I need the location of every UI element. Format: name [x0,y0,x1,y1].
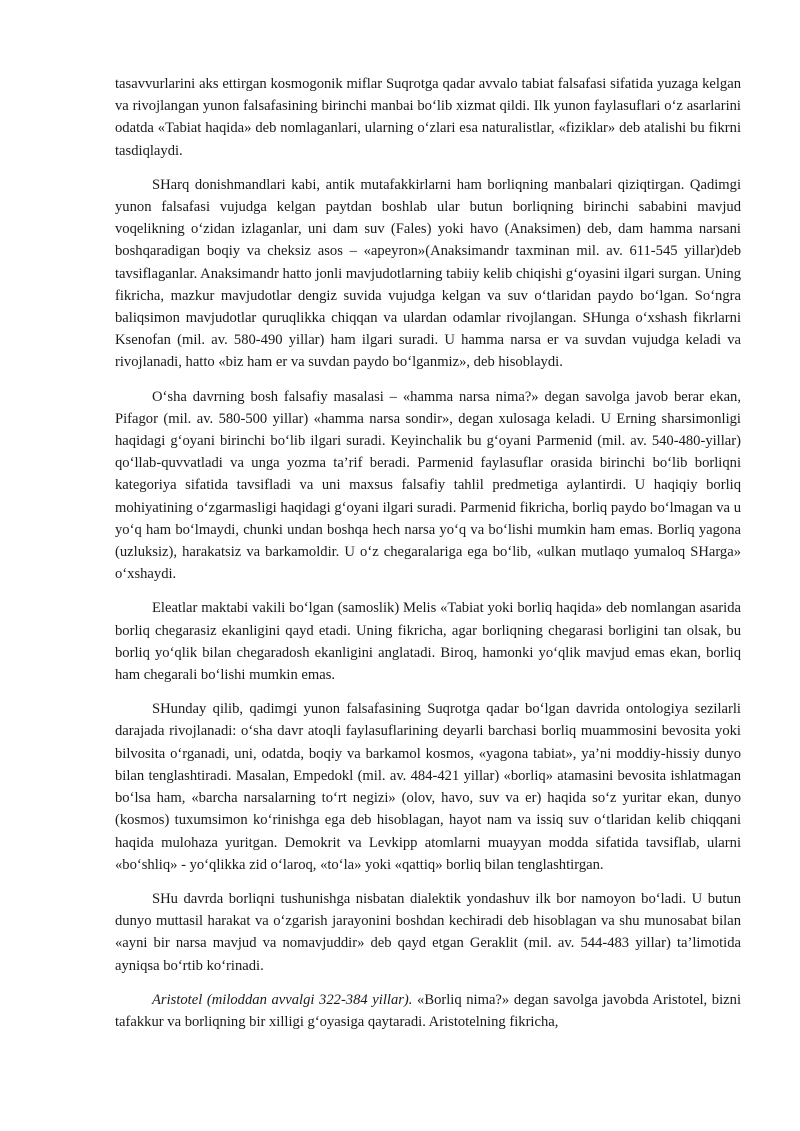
document-body [115,73,741,1045]
paragraph-1 [115,73,741,162]
paragraph-5-text: SHunday qilib, qadimgi yunon falsafasining Suqrotga qadar bo‘lgan davrida ontologiya sezilarli darajada rivojlanadi: o‘sha davr atoqli faylasuflarining deyarli barchasi borliq muammosini bevosita yoki bilvosita o‘rganadi, uni, odatda, boqiy va barkamol kosmos, «yagona tabiat», ya’ni moddiy-hissiy dunyo bilan tenglashtiradi. Masalan, Empedokl (mil. av. 484-421 yillar) «borliq» atamasini bevosita ishlatmagan bo‘lsa ham, «barcha narsalarning to‘rt negizi» (olov, havo, suv va er) haqida so‘z yuritar ekan, dunyo (kosmos) tuxumsimon ko‘rinishga ega deb hisoblagan, hayot nam va issiq suv o‘tlaridan kelib chiqqani haqida mulohaza yuritgan. Demokrit va Levkipp atomlarni muayyan modda sifatida tavsiflab, ularni «bo‘shliq» - yo‘qlikka zid o‘laroq, «to‘la» yoki «qattiq» borliq bilan tenglashtirgan. [115,701,741,873]
paragraph-1-text: tasavvurlarini aks ettirgan kosmogonik miflar Suqrotga qadar avvalo tabiat falsafasi sifatida yuzaga kelgan va rivojlangan yunon falsafasining birinchi manbai bo‘lib xizmat qildi. Ilk yunon faylasuflari o‘z asarlarini odatda «Tabiat haqida» deb nomlaganlari, ularning o‘zlari esa naturalistlar, «fiziklar» deb atalishi bu fikrni tasdiqlaydi. [115,76,741,159]
paragraph-4-text: Eleatlar maktabi vakili bo‘lgan (samoslik) Melis «Tabiat yoki borliq haqida» deb nomlangan asarida borliq chegarasiz ekanligini qayd etadi. Uning fikricha, agar borliqning chegarasi borligini tan olsak, bu borliq yo‘qlik bilan chegaradosh ekanligini anglatadi. Biroq, hamonki yo‘qlik mavjud emas ekan, borliq ham chegarali bo‘lishi mumkin emas. [115,600,741,684]
paragraph-2 [115,174,741,374]
paragraph-7-lead: Aristotel (miloddan avvalgi 322-384 yillar). [152,991,413,1008]
paragraph-5 [115,698,741,876]
paragraph-6-text: SHu davrda borliqni tushunishga nisbatan dialektik yondashuv ilk bor namoyon bo‘ladi. U butun dunyo muttasil harakat va o‘zgarish jarayonini boshdan kechiradi deb hisoblagan va shu munosabat bilan «ayni bir narsa mavjud va nomavjuddir» deb qayd etgan Geraklit (mil. av. 544-483 yillar) ta’limotida ayniqsa bo‘rtib ko‘rinadi. [115,890,741,974]
paragraph-3 [115,386,741,586]
paragraph-3-text: O‘sha davrning bosh falsafiy masalasi – «hamma narsa nima?» degan savolga javob berar ekan, Pifagor (mil. av. 580-500 yillar) «hamma narsa sondir», degan xulosaga keladi. U Erning sharsimonligi haqidagi g‘oyani birinchi bo‘lib ilgari suradi. Keyinchalik bu g‘oyani Parmenid (mil. av. 540-480-yillar) qo‘llab-quvvatladi va unga yozma ta’rif beradi. Parmenid faylasuflar orasida birinchi bo‘lib borliqni kategoriya sifatida tavsifladi va uni maxsus falsafiy tahlil predmetiga aylantirdi. U haqiqiy borliq mohiyatining o‘zgarmasligi haqidagi g‘oyani ilgari suradi. Parmenid fikricha, borliq paydo bo‘lmagan va u yo‘q ham bo‘lmaydi, chunki undan boshqa hech narsa yo‘q va bo‘lishi mumkin ham emas. Borliq yagona (uzluksiz), harakatsiz va barkamoldir. U o‘z chegaralariga ega bo‘lib, «ulkan mutlaqo yumaloq SHarga» o‘xshaydi. [115,388,741,583]
paragraph-6 [115,888,741,977]
paragraph-7 [115,989,741,1033]
paragraph-7-text: «Borliq nima?» degan savolga javobda Aristotel, bizni tafakkur va borliqning bir xilligi g‘oyasiga qaytaradi. Aristotelning fikricha, [115,991,741,1030]
paragraph-2-text: SHarq donishmandlari kabi, antik mutafakkirlarni ham borliqning manbalari qiziqtirgan. Qadimgi yunon falsafasi vujudga kelgan paytdan boshlab ular butun borliqning birinchi sababini mavjud voqelikning o‘zidan izlaganlar, uni dam suv (Fales) yoki havo (Anaksimen) deb, dam hamma narsani boshqaradigan boqiy va cheksiz asos – «apeyron»(Anaksimandr taxminan mil. av. 611-545 yillar)deb tavsiflaganlar. Anaksimandr hatto jonli mavjudotlarning tabiiy kelib chiqishi g‘oyasini ilgari surgan. Uning fikricha, mazkur mavjudotlar dengiz suvida vujudga kelgan va suv o‘tlaridan paydo bo‘lgan. So‘ngra baliqsimon mavjudotlar quruqlikka chiqqan va ulardan odamlar rivojlangan. SHunga o‘xshash fikrlarni Ksenofan (mil. av. 580-490 yillar) ham ilgari suradi. U hamma narsa er va suvdan vujudga keladi va rivojlanadi, hatto «biz ham er va suvdan paydo bo‘lganmiz», deb hisoblaydi. [115,176,741,371]
paragraph-4 [115,597,741,686]
